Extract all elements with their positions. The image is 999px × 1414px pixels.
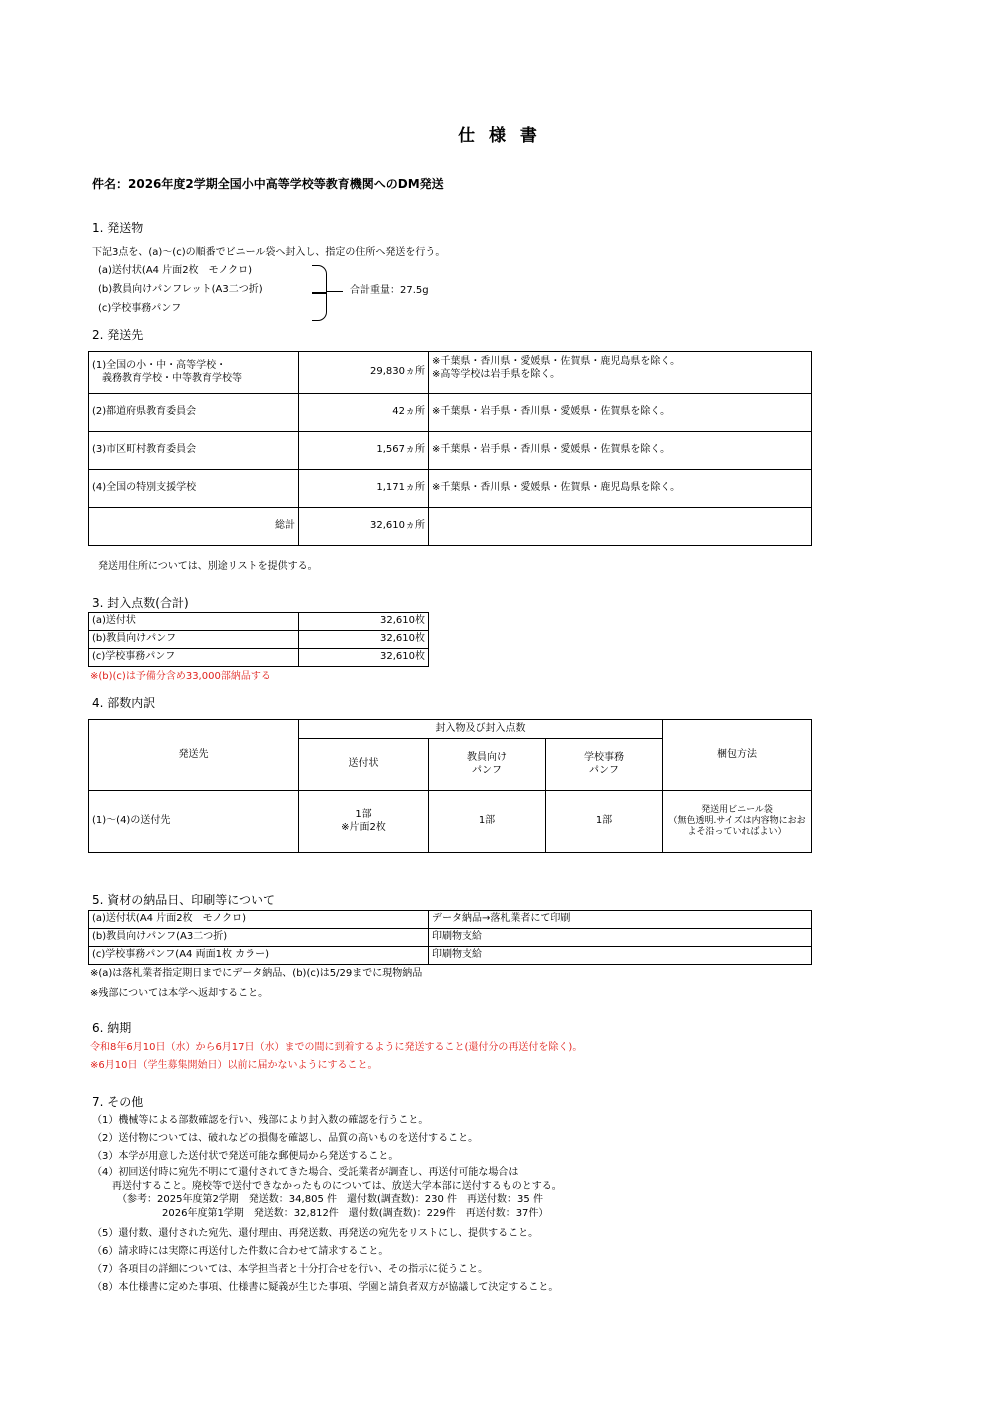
other-item-6: （6）請求時には実際に再送付した件数に合わせて請求すること。 bbox=[92, 1246, 389, 1257]
col-teacher-pamphlet: 教員向け パンフ bbox=[429, 739, 546, 791]
col-enclosure-group: 封入物及び封入点数 bbox=[299, 720, 663, 739]
table-row bbox=[89, 720, 812, 739]
table-row bbox=[89, 911, 812, 929]
section-1-heading: 1. 発送物 bbox=[92, 221, 144, 235]
total-label: 総計 bbox=[89, 508, 299, 546]
enclosure-value: 32,610枚 bbox=[299, 649, 429, 667]
section-5-heading: 5. 資材の納品日、印刷等について bbox=[92, 893, 276, 907]
col-packing: 梱包方法 bbox=[663, 720, 812, 791]
total-weight: 合計重量：27.5g bbox=[350, 285, 429, 296]
brace-tip bbox=[327, 291, 343, 292]
table-row bbox=[89, 352, 812, 394]
row-cover-letter: 1部 ※片面2枚 bbox=[299, 791, 429, 853]
table-row bbox=[89, 631, 429, 649]
dest-count: 1,567ヵ所 bbox=[299, 432, 429, 470]
col-cover-letter: 送付状 bbox=[299, 739, 429, 791]
other-item-4-cont: 再送付すること。廃校等で送付できなかったものについては、放送大学本部に送付するものとする。 bbox=[92, 1181, 562, 1192]
brace-bottom bbox=[312, 292, 327, 321]
material-label: (b)教員向けパンフ(A3二つ折) bbox=[89, 929, 429, 947]
address-note: 発送用住所については、別途リストを提供する。 bbox=[98, 561, 318, 572]
section-6-heading: 6. 納期 bbox=[92, 1021, 132, 1035]
section-3-heading: 3. 封入点数(合計) bbox=[92, 596, 189, 610]
dest-count: 29,830ヵ所 bbox=[299, 352, 429, 394]
dest-name: (2)都道府県教育委員会 bbox=[89, 394, 299, 432]
document-title: 仕 様 書 bbox=[458, 126, 541, 146]
table-row bbox=[89, 791, 812, 853]
dest-count: 1,171ヵ所 bbox=[299, 470, 429, 508]
dest-name: (4)全国の特別支援学校 bbox=[89, 470, 299, 508]
other-item-5: （5）還付数、還付された宛先、還付理由、再発送数、再発送の宛先をリストにし、提供すること。 bbox=[92, 1228, 539, 1239]
other-item-2: （2）送付物については、破れなどの損傷を確認し、品質の高いものを送付すること。 bbox=[92, 1133, 479, 1144]
enclosure-label: (b)教員向けパンフ bbox=[89, 631, 299, 649]
reference-2025: （参考：2025年度第2学期 発送数：34,805 件 還付数(調査数)：230 件 再送付数：35 件 bbox=[102, 1194, 543, 1205]
dest-note: ※千葉県・香川県・愛媛県・佐賀県・鹿児島県を除く。 bbox=[429, 470, 812, 508]
material-label: (a)送付状(A4 片面2枚 モノクロ) bbox=[89, 911, 429, 929]
other-item-3: （3）本学が用意した送付状で発送可能な郵便局から発送すること。 bbox=[92, 1151, 399, 1162]
material-value: 印刷物支給 bbox=[429, 929, 812, 947]
enclosure-label: (c)学校事務パンフ bbox=[89, 649, 299, 667]
brace-top bbox=[312, 265, 327, 294]
subject-line: 件名：2026年度2学期全国小中高等学校等教育機関へのDM発送 bbox=[92, 177, 444, 191]
total-note bbox=[429, 508, 812, 546]
other-item-8: （8）本仕様書に定めた事項、仕様書に疑義が生じた事項、学園と請負者双方が協議して決定すること。 bbox=[92, 1282, 559, 1293]
row-teacher-pamphlet: 1部 bbox=[429, 791, 546, 853]
dest-note: ※千葉県・香川県・愛媛県・佐賀県・鹿児島県を除く。 ※高等学校は岩手県を除く。 bbox=[429, 352, 812, 394]
table-row bbox=[89, 649, 429, 667]
dest-name: (3)市区町村教育委員会 bbox=[89, 432, 299, 470]
total-count: 32,610ヵ所 bbox=[299, 508, 429, 546]
dest-count: 42ヵ所 bbox=[299, 394, 429, 432]
delivery-note-2: ※残部については本学へ返却すること。 bbox=[90, 988, 269, 999]
table-row bbox=[89, 947, 812, 965]
col-destination: 発送先 bbox=[89, 720, 299, 791]
delivery-table bbox=[88, 910, 812, 965]
table-row bbox=[89, 432, 812, 470]
material-value: 印刷物支給 bbox=[429, 947, 812, 965]
enclosure-count-table bbox=[88, 612, 429, 667]
item-b: (b)教員向けパンフレット(A3二つ折) bbox=[98, 284, 263, 295]
enclosure-value: 32,610枚 bbox=[299, 631, 429, 649]
table-row bbox=[89, 470, 812, 508]
other-item-7: （7）各項目の詳細については、本学担当者と十分打合せを行い、その指示に従うこと。 bbox=[92, 1264, 489, 1275]
row-packing: 発送用ビニール袋 （無色透明.サイズは内容物におお よそ沿っていればよい） bbox=[663, 791, 812, 853]
destination-table bbox=[88, 351, 812, 546]
spare-note: ※(b)(c)は予備分含め33,000部納品する bbox=[90, 671, 271, 682]
section-2-heading: 2. 発送先 bbox=[92, 328, 144, 342]
enclosure-label: (a)送付状 bbox=[89, 613, 299, 631]
deadline-line-2: ※6月10日（学生募集開始日）以前に届かないようにすること。 bbox=[90, 1060, 378, 1071]
reference-2026: 2026年度第1学期 発送数：32,812件 還付数(調査数)：229件 再送付数：37件） bbox=[102, 1208, 549, 1219]
other-item-1: （1）機械等による部数確認を行い、残部により封入数の確認を行うこと。 bbox=[92, 1115, 429, 1126]
table-row bbox=[89, 613, 429, 631]
section-7-heading: 7. その他 bbox=[92, 1095, 144, 1109]
other-item-4: （4）初回送付時に宛先不明にて還付されてきた場合、受託業者が調査し、再送付可能な場合は bbox=[92, 1167, 519, 1178]
enclosure-value: 32,610枚 bbox=[299, 613, 429, 631]
col-office-pamphlet: 学校事務 パンフ bbox=[546, 739, 663, 791]
dest-note: ※千葉県・岩手県・香川県・愛媛県・佐賀県を除く。 bbox=[429, 432, 812, 470]
table-row bbox=[89, 929, 812, 947]
delivery-note-1: ※(a)は落札業者指定期日までにデータ納品、(b)(c)は5/29までに現物納品 bbox=[90, 968, 423, 979]
row-office-pamphlet: 1部 bbox=[546, 791, 663, 853]
material-label: (c)学校事務パンフ(A4 両面1枚 カラー) bbox=[89, 947, 429, 965]
row-destination: (1)～(4)の送付先 bbox=[89, 791, 299, 853]
deadline-line-1: 令和8年6月10日（水）から6月17日（水）までの間に到着するように発送すること(還付分の再送付を除く)。 bbox=[90, 1042, 583, 1053]
table-row bbox=[89, 394, 812, 432]
breakdown-table bbox=[88, 719, 812, 853]
dest-note: ※千葉県・岩手県・香川県・愛媛県・佐賀県を除く。 bbox=[429, 394, 812, 432]
total-row bbox=[89, 508, 812, 546]
section-1-intro: 下記3点を、(a)～(c)の順番でビニール袋へ封入し、指定の住所へ発送を行う。 bbox=[92, 247, 446, 258]
item-c: (c)学校事務パンフ bbox=[98, 303, 182, 314]
dest-name: (1)全国の小・中・高等学校・ 義務教育学校・中等教育学校等 bbox=[89, 352, 299, 394]
item-a: (a)送付状(A4 片面2枚 モノクロ) bbox=[98, 265, 253, 276]
material-value: データ納品→落札業者にて印刷 bbox=[429, 911, 812, 929]
section-4-heading: 4. 部数内訳 bbox=[92, 696, 156, 710]
